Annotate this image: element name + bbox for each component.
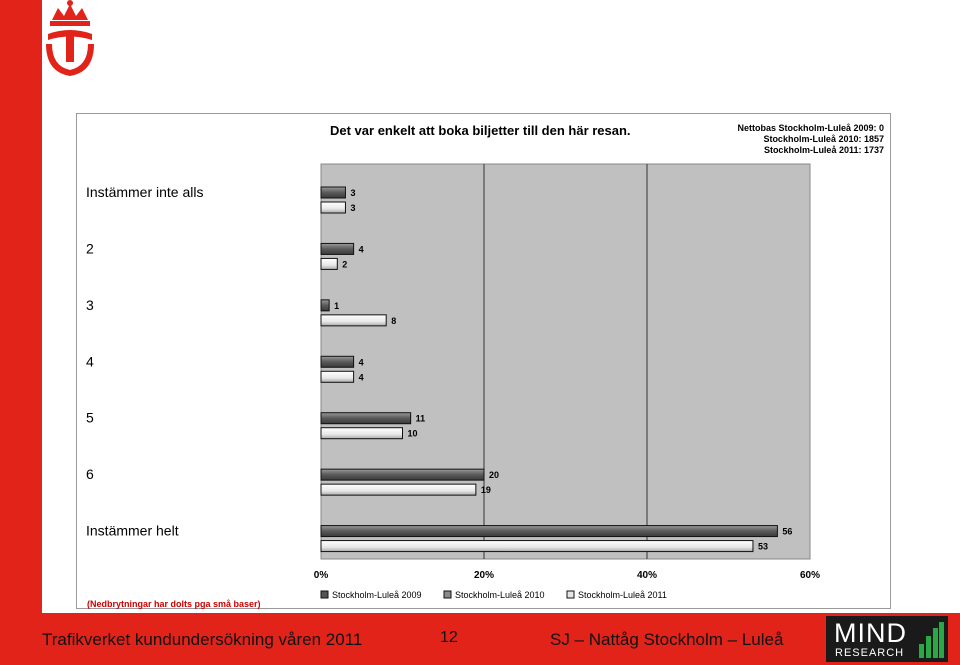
legend-label: Stockholm-Luleå 2009 [332, 590, 422, 600]
bar-stockholm-luleå-2011 [321, 484, 476, 495]
base-info-line-1: Nettobas Stockholm-Luleå 2009: 0 [737, 123, 884, 133]
legend-swatch [567, 591, 574, 598]
note-hidden-breakdowns: (Nedbrytningar har dolts pga små baser) [87, 599, 261, 609]
mind-logo-word: MIND [834, 618, 907, 648]
x-tick-label: 40% [636, 570, 658, 581]
bar-value-label: 10 [407, 428, 418, 439]
x-tick-label: 0% [313, 570, 329, 581]
bar-stockholm-luleå-2011 [321, 371, 354, 382]
bar-value-label: 1 [334, 300, 340, 311]
bar-chart [77, 114, 892, 610]
category-label: Instämmer inte alls [86, 184, 204, 200]
bar-chart-logo-icon [918, 622, 944, 658]
bar-value-label: 53 [757, 541, 768, 552]
category-label: 5 [86, 409, 94, 426]
legend-label: Stockholm-Luleå 2011 [578, 590, 667, 600]
base-info-line-3: Stockholm-Luleå 2011: 1737 [763, 145, 884, 155]
mind-logo-sub: RESEARCH [835, 647, 905, 659]
bar-value-label: 4 [358, 357, 364, 368]
bar-value-label: 19 [480, 485, 491, 496]
legend-swatch [321, 591, 328, 598]
bar-stockholm-luleå-2010 [321, 469, 484, 480]
bar-value-label: 3 [350, 203, 356, 213]
page-number: 12 [440, 629, 458, 646]
bar-stockholm-luleå-2011 [321, 202, 345, 213]
category-label: 2 [86, 240, 94, 257]
bar-stockholm-luleå-2011 [321, 541, 753, 552]
bar-value-label: 2 [342, 259, 348, 270]
category-label: Instämmer helt [86, 522, 179, 539]
category-label: 6 [86, 466, 94, 483]
bar-stockholm-luleå-2011 [321, 428, 403, 439]
base-info-line-2: Stockholm-Luleå 2010: 1857 [763, 134, 884, 144]
bar-value-label: 56 [782, 526, 793, 537]
bar-stockholm-luleå-2011 [321, 258, 337, 269]
bar-stockholm-luleå-2010 [321, 356, 354, 367]
mind-research-logo [826, 616, 948, 662]
category-label: 4 [86, 353, 94, 370]
bar-stockholm-luleå-2010 [321, 413, 411, 424]
footer-bar [0, 613, 960, 665]
x-tick-label: 60% [799, 570, 821, 581]
brand-left-bar [0, 0, 42, 613]
legend-label: Stockholm-Luleå 2010 [455, 590, 545, 600]
bar-value-label: 4 [358, 372, 364, 383]
chart-frame [76, 113, 891, 609]
footer-survey-title: Trafikverket kundundersökning våren 2011 [42, 630, 363, 649]
bar-value-label: 20 [489, 470, 500, 481]
bar-stockholm-luleå-2011 [321, 315, 386, 326]
bar-value-label: 11 [415, 413, 426, 424]
bar-value-label: 8 [391, 315, 397, 326]
bar-value-label: 3 [350, 188, 356, 198]
bar-stockholm-luleå-2010 [321, 526, 777, 537]
x-tick-label: 20% [473, 570, 495, 581]
footer-route-title: SJ – Nattåg Stockholm – Luleå [550, 630, 784, 649]
bar-stockholm-luleå-2010 [321, 300, 329, 311]
legend-swatch [444, 591, 451, 598]
bar-value-label: 4 [358, 244, 364, 255]
trafikverket-crown-logo-icon [38, 0, 102, 80]
category-label: 3 [86, 296, 94, 313]
bar-stockholm-luleå-2010 [321, 187, 345, 198]
chart-title: Det var enkelt att boka biljetter till den här resan. [330, 123, 631, 138]
plot-background [321, 164, 810, 559]
bar-stockholm-luleå-2010 [321, 243, 354, 254]
